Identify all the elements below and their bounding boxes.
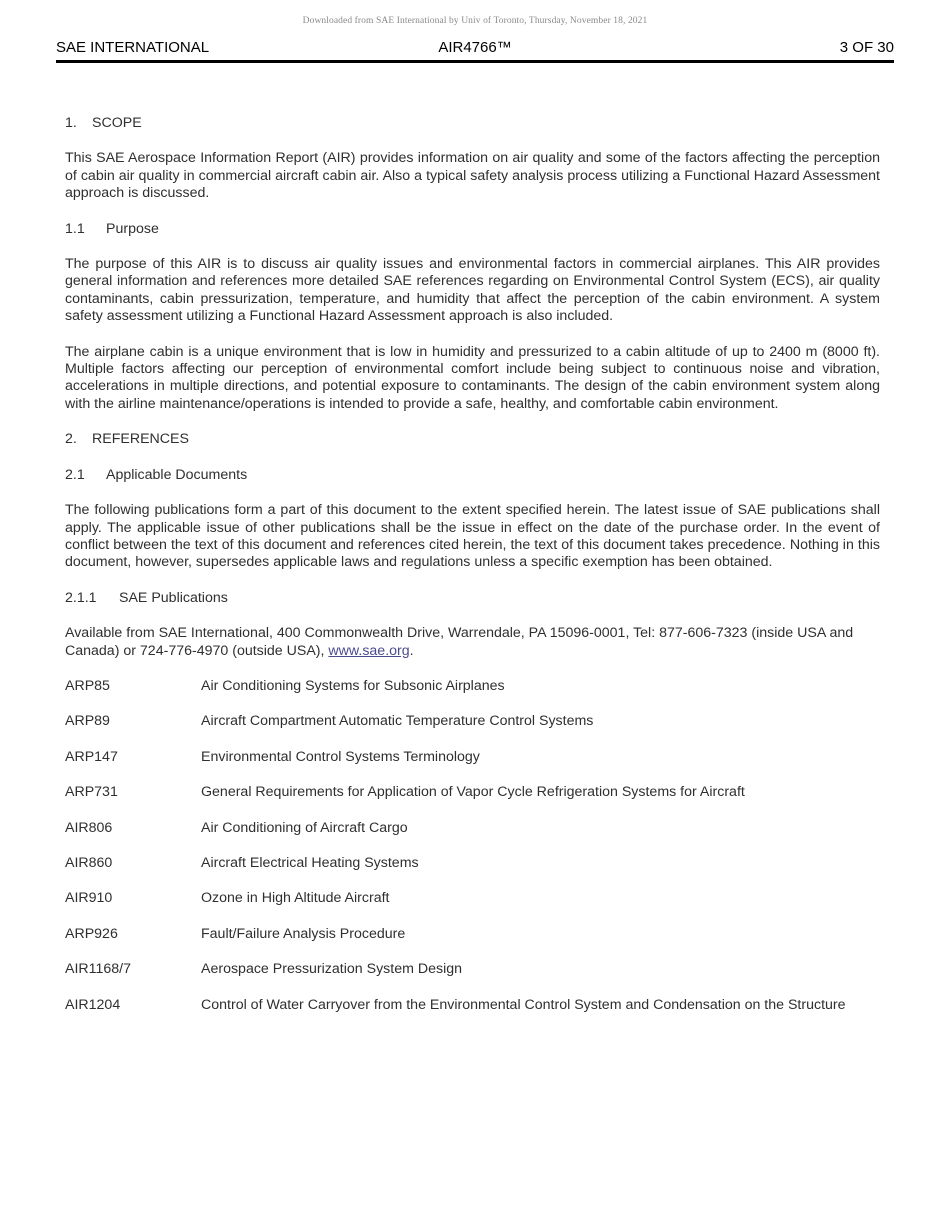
reference-code: AIR910 [65,890,113,907]
availability-text: Available from SAE International, 400 Commonwealth Drive, Warrendale, PA 15096-0001, Tel: 877-606-7323 (inside USA and Canada) or 724-776-4970 (outside USA), [65,625,854,659]
reference-code: ARP147 [65,748,118,765]
purpose-paragraph-2: The airplane cabin is a unique environment that is low in humidity and pressurized to a cabin altitude of up to 2400 m (8000 ft). Multiple factors affecting our perception of environmental comfort include being subject to continuous noise and vibration, accelerations in multiple directions, and potential exposure to contaminants. The design of the cabin environment system along with the airline maintenance/operations is intended to provide a safe, healthy, and comfortable cabin environment. [65,343,880,412]
reference-item [65,855,880,872]
purpose-paragraph-1: The purpose of this AIR is to discuss air quality issues and environmental factors in commercial airplanes. This AIR provides general information and references more detailed SAE references regarding on Environmental Control System (ECS), air quality contaminants, cabin pressurization, temperature, and humidity that affect the perception of the cabin environment. A system safety assessment utilizing a Functional Hazard Assessment approach is also included. [65,256,880,325]
reference-item [65,997,880,1014]
section-title: Applicable Documents [106,466,248,483]
reference-item [65,713,880,730]
reference-title: Control of Water Carryover from the Environmental Control System and Condensation on the Structure [201,996,846,1013]
section-number: 2. [65,431,77,448]
reference-code: ARP926 [65,925,118,942]
section-number: 1.1 [65,220,85,237]
reference-code: ARP85 [65,677,110,694]
reference-item [65,820,880,837]
section-heading-references [65,431,880,448]
section-heading-sae-publications [65,590,880,607]
document-body [65,115,880,1032]
section-number: 1. [65,115,77,131]
reference-item [65,784,880,801]
section-number: 2.1.1 [65,589,97,606]
reference-item [65,961,880,978]
document-id: AIR4766™ [438,39,512,56]
reference-item [65,890,880,907]
reference-item [65,749,880,766]
publisher-name: SAE INTERNATIONAL [56,39,210,56]
reference-title: Air Conditioning Systems for Subsonic Airplanes [201,677,505,694]
reference-code: AIR1204 [65,996,121,1013]
section-number: 2.1 [65,466,85,483]
reference-title: General Requirements for Application of Vapor Cycle Refrigeration Systems for Aircraft [201,784,745,801]
section-heading-purpose [65,221,880,238]
reference-code: AIR1168/7 [65,961,131,978]
reference-title: Air Conditioning of Aircraft Cargo [201,819,408,836]
section-title: REFERENCES [92,431,189,448]
reference-code: ARP89 [65,713,110,730]
section-heading-scope [65,115,880,132]
section-title: Purpose [106,220,159,237]
reference-title: Fault/Failure Analysis Procedure [201,925,406,942]
reference-item [65,678,880,695]
applicable-documents-paragraph: The following publications form a part of this document to the extent specified herein. The latest issue of SAE publications shall apply. The applicable issue of other publications shall be the issue in effect on the date of the purchase order. In the event of conflict between the text of this document and references cited herein, the text of this document takes precedence. Nothing in this document, however, supersedes applicable laws and regulations unless a specific exemption has been obtained. [65,502,880,571]
download-watermark: Downloaded from SAE International by Univ of Toronto, Thursday, November 18, 2021 [302,16,648,26]
reference-title: Ozone in High Altitude Aircraft [201,890,390,907]
reference-list [65,678,880,1014]
reference-title: Aircraft Electrical Heating Systems [201,854,419,871]
reference-code: AIR860 [65,854,113,871]
reference-title: Environmental Control Systems Terminology [201,748,480,765]
availability-paragraph [65,625,880,660]
availability-trailing: . [409,642,414,659]
scope-paragraph: This SAE Aerospace Information Report (AIR) provides information on air quality and some of the factors affecting the perception of cabin air quality in commercial aircraft cabin air. Also a typical safety analysis process utilizing a Functional Hazard Assessment approach is discussed. [65,150,880,202]
page-number: 3 OF 30 [839,39,894,56]
section-heading-applicable-documents [65,467,880,484]
section-title: SCOPE [92,115,142,131]
reference-code: AIR806 [65,819,113,836]
reference-title: Aerospace Pressurization System Design [201,961,463,978]
page-header [56,38,894,63]
reference-title: Aircraft Compartment Automatic Temperature Control Systems [201,713,594,730]
sae-website-link[interactable]: www.sae.org [328,642,410,659]
reference-item [65,926,880,943]
section-title: SAE Publications [119,589,228,606]
reference-code: ARP731 [65,784,118,801]
